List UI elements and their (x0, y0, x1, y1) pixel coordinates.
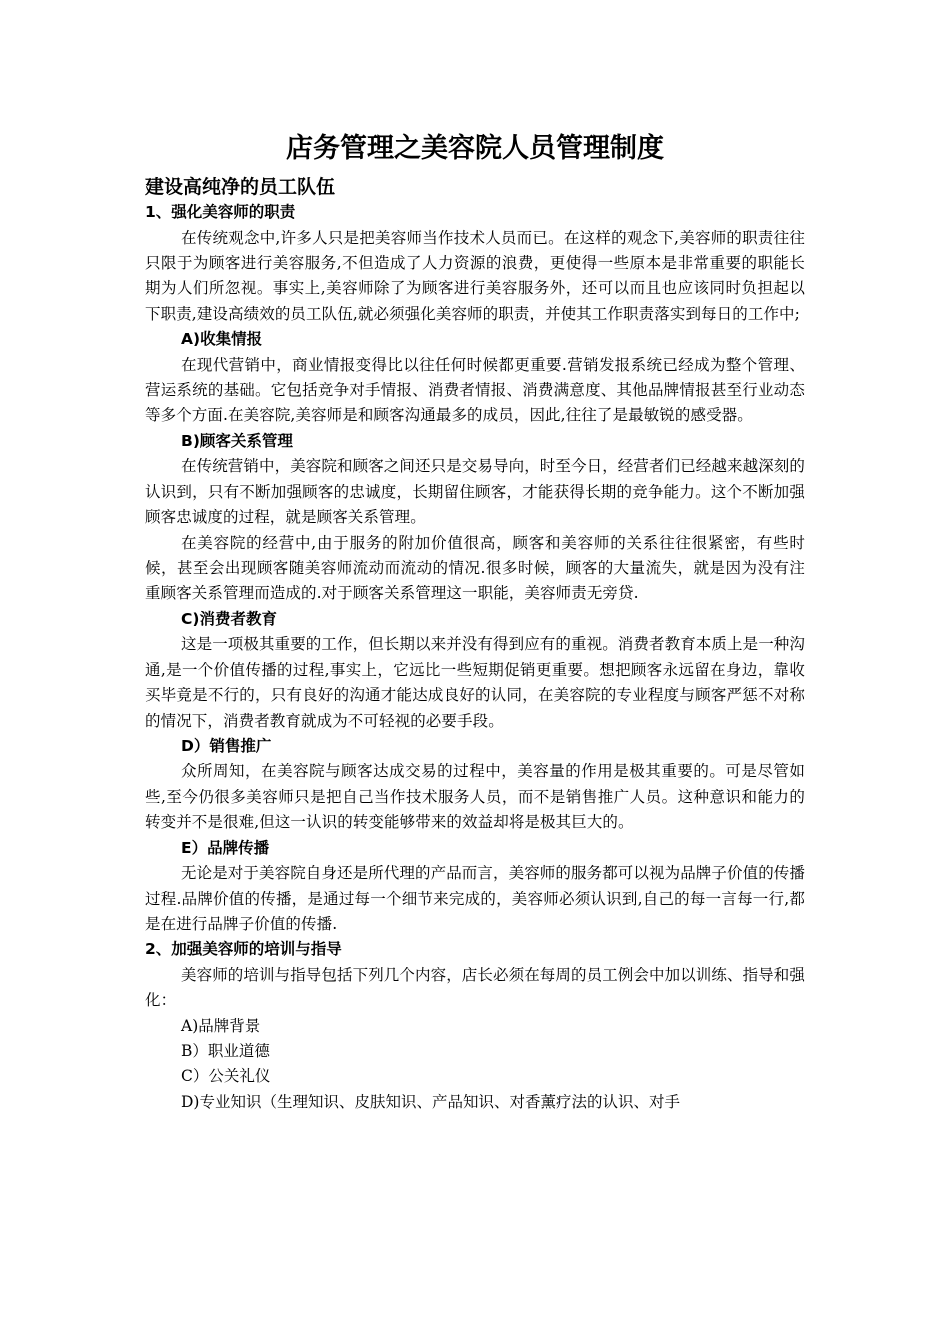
paragraph-c: 这是一项极其重要的工作，但长期以来并没有得到应有的重视。消费者教育本质上是一种沟通,是一个价值传播的过程,事实上，它远比一些短期促销更重要。想把顾客永远留在身边，靠收买毕竟是不行的，只有良好的沟通才能达成良好的认同，在美容院的专业程度与顾客严惩不对称的情况下，消费者教育就成为不可轻视的必要手段。 (145, 635, 806, 730)
list-item: C）公关礼仪 (181, 1067, 271, 1086)
paragraph-e: 无论是对于美容院自身还是所代理的产品而言，美容师的服务都可以视为品牌子价值的传播过程.品牌价值的传播，是通过每一个细节来完成的，美容师必须认识到,自己的每一言每一行,都是在进行品牌子价值的传播. (145, 864, 806, 933)
list-item: A)品牌背景 (181, 1016, 261, 1035)
subheading-d: D）销售推广 (181, 736, 272, 755)
paragraph-b1: 在传统营销中，美容院和顾客之间还只是交易导向，时至今日，经营者们已经越来越深刻的认识到，只有不断加强顾客的忠诚度，长期留住顾客，才能获得长期的竞争能力。这个不断加强顾客忠诚度的过程，就是顾客关系管理。 (145, 457, 806, 527)
list-item: B）职业道德 (181, 1042, 270, 1061)
part2-intro: 美容师的培训与指导包括下列几个内容，店长必须在每周的员工例会中加以训练、指导和强化： (145, 965, 806, 1010)
part1-intro: 在传统观念中,许多人只是把美容师当作技术人员而已。在这样的观念下,美容师的职责往往只限于为顾客进行美容服务,不但造成了人力资源的浪费，更使得一些原本是非常重要的职能长期为人们所忽视。事实上,美容师除了为顾客进行美容服务外，还可以而且也应该同时负担起以下职责,建设高绩效的员工队伍,就必须强化美容师的职责，并使其工作职责落实到每日的工作中; (145, 228, 805, 323)
document-body (145, 174, 805, 1115)
subheading-b: B)顾客关系管理 (181, 431, 293, 450)
paragraph-d: 众所周知，在美容院与顾客达成交易的过程中，美容量的作用是极其重要的。可是尽管如些,至今仍很多美容师只是把自己当作技术服务人员，而不是销售推广人员。这种意识和能力的转变并不是很难,但这一认识的转变能够带来的效益却将是极其巨大的。 (145, 762, 805, 832)
paragraph-b2: 在美容院的经营中,由于服务的附加价值很高，顾客和美容师的关系往往很紧密，有些时候，甚至会出现顾客随美容师流动而流动的情况.很多时候，顾客的大量流失，就是因为没有注重顾客关系管理而造成的.对于顾客关系管理这一职能，美容师责无旁贷. (145, 533, 805, 603)
part1-heading: 1、强化美容师的职责 (145, 203, 296, 221)
document-title: 店务管理之美容院人员管理制度 (286, 133, 664, 164)
subheading-c: C)消费者教育 (181, 609, 277, 628)
section-heading: 建设高纯净的员工队伍 (145, 176, 336, 198)
list-item: D)专业知识（生理知识、皮肤知识、产品知识、对香薰疗法的认识、对手 (181, 1092, 680, 1111)
paragraph-a: 在现代营销中，商业情报变得比以往任何时候都更重要.营销发报系统已经成为整个管理、营运系统的基础。它包括竞争对手情报、消费者情报、消费满意度、其他品牌情报甚至行业动态等多个方面.在美容院,美容师是和顾客沟通最多的成员，因此,往往了是最敏锐的感受器。 (145, 355, 805, 425)
part2-heading: 2、加强美容师的培训与指导 (145, 940, 342, 959)
subheading-e: E）品牌传播 (181, 838, 270, 857)
subheading-a: A)收集情报 (181, 330, 263, 349)
